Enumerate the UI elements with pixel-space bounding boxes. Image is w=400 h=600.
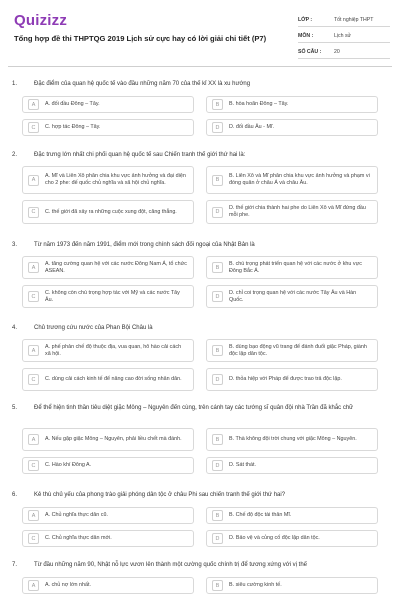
option-text: C. Chủ nghĩa thực dân mới. bbox=[45, 535, 112, 541]
option-text: A. phế phản chế độ thuộc địa, vua quan, hô hào cải cách xã hội. bbox=[45, 343, 182, 357]
question-text: Để thể hiện tinh thần tiêu diệt giặc Mông – Nguyên đến cùng, trên cánh tay các tướng sĩ quân đội nhà Trần đã khắc chữ bbox=[34, 405, 354, 411]
option-d[interactable] bbox=[206, 200, 378, 224]
question-stem bbox=[12, 324, 390, 333]
question-number: 5. bbox=[12, 405, 18, 411]
question-number: 3. bbox=[12, 242, 18, 248]
meta-value: Tốt nghiệp THPT bbox=[334, 17, 374, 23]
option-c[interactable] bbox=[22, 119, 194, 136]
meta-key: MÔN : bbox=[298, 33, 314, 39]
option-text: A. đối đầu Đông – Tây. bbox=[45, 101, 100, 107]
option-text: C. Hào khí Đông A. bbox=[45, 462, 92, 468]
meta-info bbox=[298, 11, 390, 59]
option-d[interactable] bbox=[206, 368, 378, 391]
option-text: A. tăng cường quan hệ với các nước Đông Nam Á, tổ chức ASEAN. bbox=[45, 260, 187, 274]
meta-key: LỚP : bbox=[298, 17, 313, 23]
option-text: C. thế giới đã xảy ra những cuộc xung đột, căng thẳng. bbox=[45, 208, 177, 215]
option-letter: B bbox=[212, 345, 223, 356]
meta-value: Lịch sử bbox=[334, 33, 352, 39]
option-letter: C bbox=[28, 122, 39, 133]
option-c[interactable] bbox=[22, 285, 194, 308]
option-letter: C bbox=[28, 291, 39, 302]
option-letter: B bbox=[212, 580, 223, 591]
option-letter: D bbox=[212, 533, 223, 544]
option-letter: C bbox=[28, 207, 39, 218]
option-letter: A bbox=[28, 262, 39, 273]
meta-row-count bbox=[298, 43, 390, 59]
option-text: C. dùng cải cách kinh tế để nâng cao đời sống nhân dân. bbox=[45, 376, 182, 382]
question-stem bbox=[12, 80, 390, 89]
question-4 bbox=[12, 324, 390, 333]
question-stem bbox=[12, 151, 390, 160]
option-letter: A bbox=[28, 175, 39, 186]
option-letter: D bbox=[212, 291, 223, 302]
question-stem bbox=[12, 491, 390, 500]
option-letter: C bbox=[28, 460, 39, 471]
option-b[interactable] bbox=[206, 166, 378, 194]
option-text: C. hợp tác Đông – Tây. bbox=[45, 124, 101, 130]
option-d[interactable] bbox=[206, 457, 378, 474]
option-d[interactable] bbox=[206, 119, 378, 136]
option-a[interactable] bbox=[22, 339, 194, 362]
question-6 bbox=[12, 491, 390, 500]
option-letter: B bbox=[212, 175, 223, 186]
question-2 bbox=[12, 151, 390, 160]
option-a[interactable] bbox=[22, 507, 194, 524]
option-c[interactable] bbox=[22, 200, 194, 224]
option-a[interactable] bbox=[22, 166, 194, 194]
header-divider bbox=[8, 66, 392, 67]
option-a[interactable] bbox=[22, 428, 194, 451]
option-text: D. thỏa hiệp với Pháp để được trao trả độc lập. bbox=[229, 376, 342, 382]
meta-row-class bbox=[298, 11, 390, 27]
option-b[interactable] bbox=[206, 507, 378, 524]
option-letter: A bbox=[28, 99, 39, 110]
option-letter: B bbox=[212, 99, 223, 110]
question-number: 7. bbox=[12, 562, 18, 568]
option-text: D. thế giới chia thành hai phe do Liên Xô và Mĩ đứng đầu mỗi phe. bbox=[229, 205, 366, 218]
option-letter: B bbox=[212, 434, 223, 445]
option-text: A. Nếu gặp giặc Mông – Nguyên, phải liều chết mà đánh. bbox=[45, 436, 182, 442]
question-stem bbox=[12, 561, 390, 570]
meta-value: 20 bbox=[334, 49, 340, 55]
question-text: Chủ trương cứu nước của Phan Bội Châu là bbox=[34, 325, 153, 331]
question-text: Kẻ thù chủ yếu của phong trào giải phóng dân tộc ở châu Phi sau chiến tranh thế giới thứ hai? bbox=[34, 492, 286, 498]
option-letter: D bbox=[212, 374, 223, 385]
option-text: B. Thà không đội trời chung với giặc Mông – Nguyên. bbox=[229, 436, 357, 442]
option-b[interactable] bbox=[206, 96, 378, 113]
option-text: B. chú trọng phát triển quan hệ với các nước ở khu vực Đông Bắc Á. bbox=[229, 260, 362, 274]
option-d[interactable] bbox=[206, 530, 378, 547]
meta-key: SỐ CÂU : bbox=[298, 49, 322, 55]
question-1 bbox=[12, 80, 390, 89]
question-number: 2. bbox=[12, 152, 18, 158]
option-letter: D bbox=[212, 207, 223, 218]
option-text: D. Sát thát. bbox=[229, 462, 256, 468]
option-a[interactable] bbox=[22, 256, 194, 279]
option-c[interactable] bbox=[22, 457, 194, 474]
option-text: B. Chế độ độc tài thân Mĩ. bbox=[229, 512, 292, 518]
question-text: Đặc điểm của quan hệ quốc tế vào đầu những năm 70 của thế kỉ XX là xu hướng bbox=[34, 81, 251, 87]
option-text: D. đối đầu Âu - Mĩ. bbox=[229, 124, 274, 130]
option-b[interactable] bbox=[206, 577, 378, 594]
option-text: A. Chủ nghĩa thực dân cũ. bbox=[45, 512, 108, 518]
option-letter: C bbox=[28, 374, 39, 385]
option-letter: C bbox=[28, 533, 39, 544]
option-text: B. dùng bạo động vũ trang để đánh đuổi giặc Pháp, giành độc lập dân tộc. bbox=[229, 343, 367, 357]
question-text: Từ năm 1973 đến năm 1991, điểm mới trong chính sách đối ngoại của Nhật Bản là bbox=[34, 242, 255, 248]
question-stem bbox=[12, 241, 390, 250]
option-letter: A bbox=[28, 510, 39, 521]
page-header bbox=[0, 0, 400, 64]
option-a[interactable] bbox=[22, 96, 194, 113]
option-text: D. chỉ coi trọng quan hệ với các nước Tây Âu và Hàn Quốc. bbox=[229, 289, 357, 303]
option-text: C. không còn chú trọng hợp tác với Mỹ và các nước Tây Âu. bbox=[45, 289, 180, 303]
option-letter: B bbox=[212, 262, 223, 273]
question-5 bbox=[12, 404, 390, 413]
question-number: 4. bbox=[12, 325, 18, 331]
option-letter: D bbox=[212, 460, 223, 471]
option-text: B. hòa hoãn Đông – Tây. bbox=[229, 101, 289, 107]
option-b[interactable] bbox=[206, 428, 378, 451]
question-number: 6. bbox=[12, 492, 18, 498]
option-text: A. Mĩ và Liên Xô phân chia khu vực ảnh hưởng và đại diện cho 2 phe: đế quốc chủ nghĩa và xã hội chủ nghĩa. bbox=[45, 173, 186, 186]
option-text: D. Bảo vệ và củng cố độc lập dân tộc. bbox=[229, 535, 320, 541]
option-letter: D bbox=[212, 122, 223, 133]
option-a[interactable] bbox=[22, 577, 194, 594]
option-letter: A bbox=[28, 580, 39, 591]
question-text: Đặc trưng lớn nhất chi phối quan hệ quốc tế sau Chiến tranh thế giới thứ hai là: bbox=[34, 152, 246, 158]
option-d[interactable] bbox=[206, 285, 378, 308]
option-b[interactable] bbox=[206, 339, 378, 362]
question-text: Từ đầu những năm 90, Nhật nỗ lực vươn lên thành một cường quốc chính trị để tương xứng với vị thế bbox=[34, 562, 307, 568]
option-text: A. chủ nợ lớn nhất. bbox=[45, 582, 92, 588]
option-letter: A bbox=[28, 345, 39, 356]
page-title: Tổng hợp đề thi THPTQG 2019 Lịch sử cực hay có lời giải chi tiết (P7) bbox=[14, 34, 267, 43]
option-c[interactable] bbox=[22, 530, 194, 547]
quizizz-logo: Quizizz bbox=[14, 12, 68, 29]
option-text: B. siêu cường kinh tế. bbox=[229, 582, 282, 588]
question-number: 1. bbox=[12, 81, 18, 87]
option-b[interactable] bbox=[206, 256, 378, 279]
option-letter: A bbox=[28, 434, 39, 445]
meta-row-subject bbox=[298, 27, 390, 43]
question-stem bbox=[12, 404, 390, 413]
option-letter: B bbox=[212, 510, 223, 521]
option-text: B. Liên Xô và Mĩ phân chia khu vực ảnh hưởng và phạm vi đóng quân ở châu Á và châu Âu. bbox=[229, 173, 370, 186]
question-3 bbox=[12, 241, 390, 250]
option-c[interactable] bbox=[22, 368, 194, 391]
question-7 bbox=[12, 561, 390, 570]
